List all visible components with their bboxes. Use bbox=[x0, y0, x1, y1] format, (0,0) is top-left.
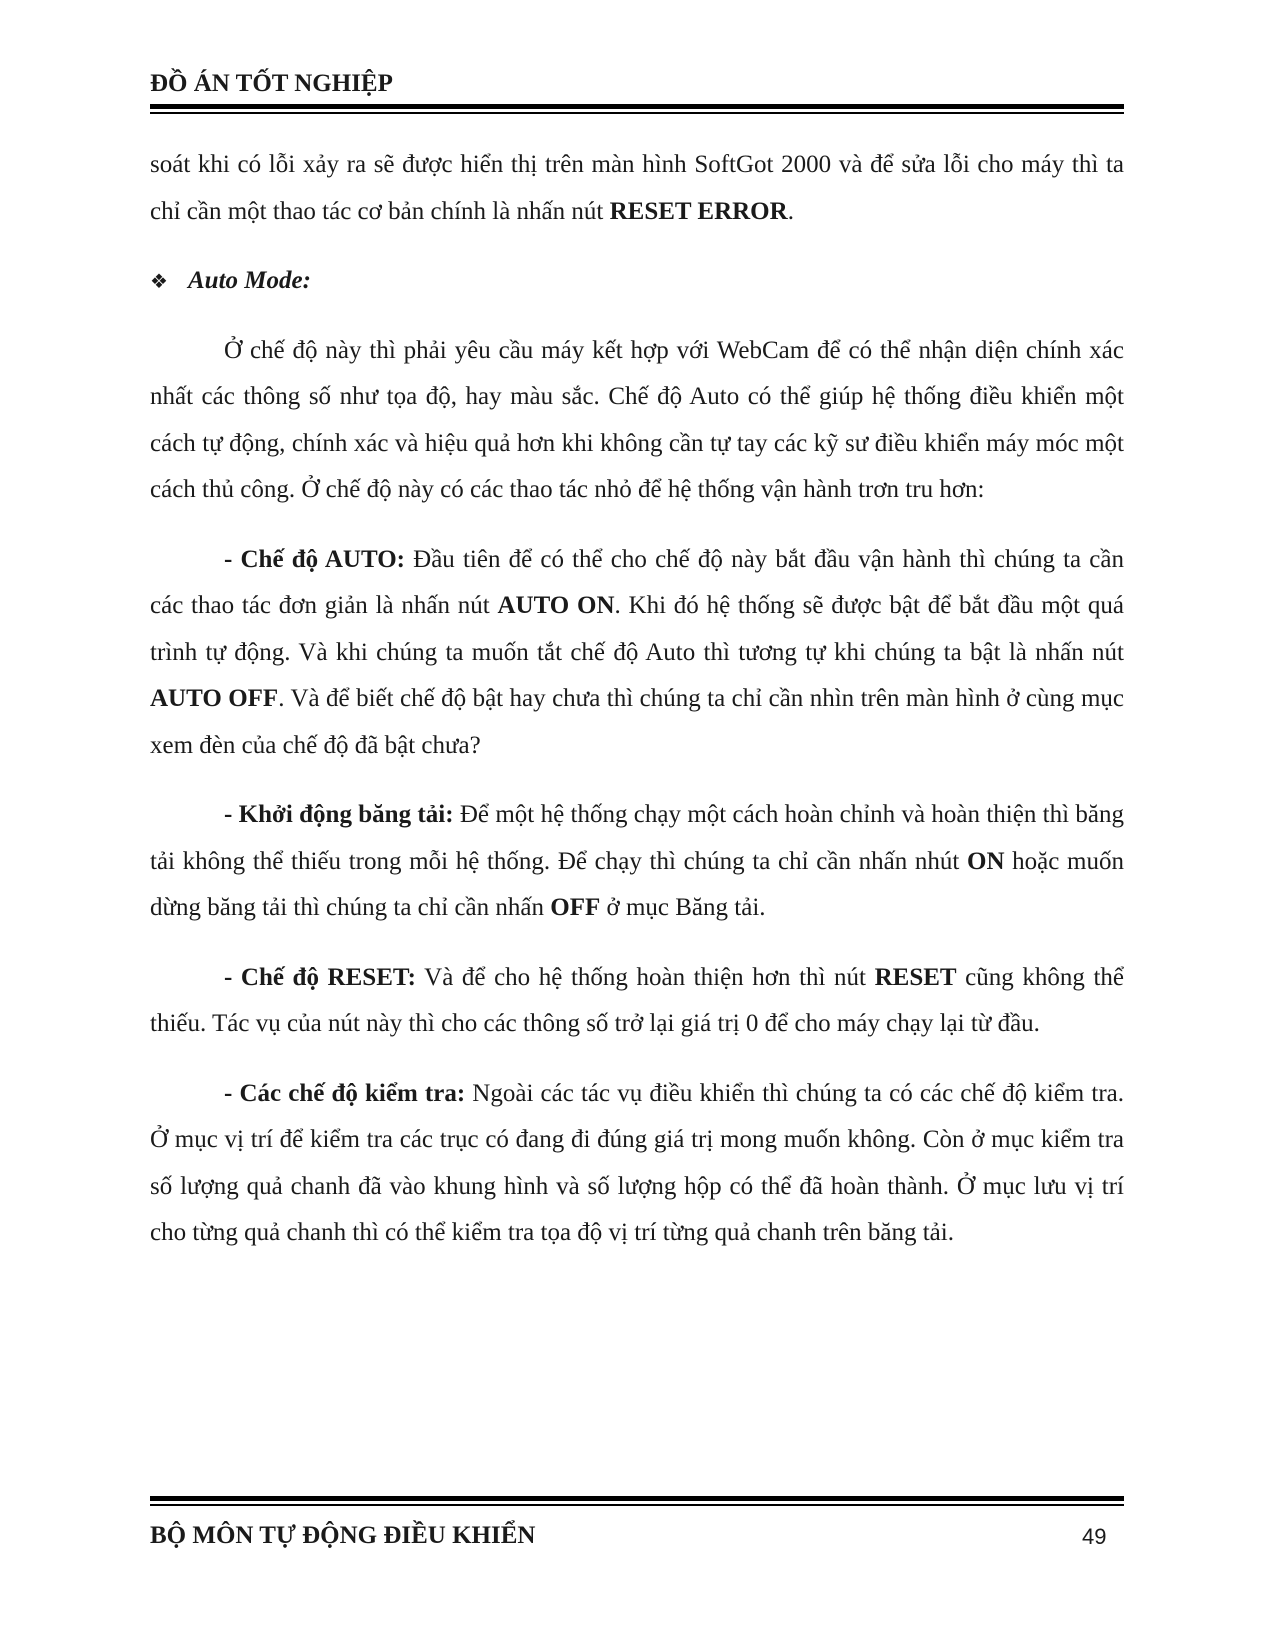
section-heading-auto-mode: ❖ Auto Mode: bbox=[150, 258, 1124, 305]
header-rule-thin bbox=[150, 112, 1124, 114]
header-title: ĐỒ ÁN TỐT NGHIỆP bbox=[150, 70, 393, 97]
footer-rule-thick bbox=[150, 1496, 1124, 1501]
paragraph-conveyor: - Khởi động băng tải: Để một hệ thống chạy một cách hoàn chỉnh và hoàn thiện thì băng tải không thể thiếu trong mỗi hệ thống. Để chạy thì chúng ta chỉ cần nhấn nhút ON hoặc muốn dừng băng tải thì chúng ta chỉ cần nhấn OFF ở mục Băng tải. bbox=[150, 801, 1124, 921]
page-number: 49 bbox=[1082, 1524, 1107, 1549]
diamond-bullet-icon: ❖ bbox=[150, 269, 168, 293]
header-rule-thick bbox=[150, 104, 1124, 109]
footer-title: BỘ MÔN TỰ ĐỘNG ĐIỀU KHIỂN bbox=[150, 1522, 536, 1549]
paragraph-reset-error: soát khi có lỗi xảy ra sẽ được hiển thị trên màn hình SoftGot 2000 và để sửa lỗi cho máy thì ta chỉ cần một thao tác cơ bản chính là nhấn nút RESET ERROR. bbox=[150, 151, 1124, 225]
page-body bbox=[150, 142, 1124, 1257]
paragraph-reset-mode: - Chế độ RESET: Và để cho hệ thống hoàn thiện hơn thì nút RESET cũng không thể thiếu. Tác vụ của nút này thì cho các thông số trở lại giá trị 0 để cho máy chạy lại từ đầu. bbox=[150, 963, 1124, 1037]
paragraph-auto-intro: Ở chế độ này thì phải yêu cầu máy kết hợp với WebCam để có thể nhận diện chính xác nhất các thông số như tọa độ, hay màu sắc. Chế độ Auto có thể giúp hệ thống điều khiển một cách tự động, chính xác và hiệu quả hơn khi không cần tự tay các kỹ sư điều khiển máy móc một cách thủ công. Ở chế độ này có các thao tác nhỏ để hệ thống vận hành trơn tru hơn: bbox=[150, 336, 1124, 503]
footer-rule-thin bbox=[150, 1504, 1124, 1506]
paragraph-auto-mode: - Chế độ AUTO: Đầu tiên để có thể cho chế độ này bắt đầu vận hành thì chúng ta cần các thao tác đơn giản là nhấn nút AUTO ON. Khi đó hệ thống sẽ được bật để bắt đầu một quá trình tự động. Và khi chúng ta muốn tắt chế độ Auto thì tương tự khi chúng ta bật là nhấn nút AUTO OFF. Và để biết chế độ bật hay chưa thì chúng ta chỉ cần nhìn trên màn hình ở cùng mục xem đèn của chế độ đã bật chưa? bbox=[150, 545, 1125, 759]
paragraph-check-modes: - Các chế độ kiểm tra: Ngoài các tác vụ điều khiển thì chúng ta có các chế độ kiểm tra. Ở mục vị trí để kiểm tra các trục có đang đi đúng giá trị mong muốn không. Còn ở mục kiểm tra số lượng quả chanh đã vào khung hình và số lượng hộp có thể đã hoàn thành. Ở mục lưu vị trí cho từng quả chanh thì có thể kiểm tra tọa độ vị trí từng quả chanh trên băng tải. bbox=[150, 1079, 1124, 1246]
